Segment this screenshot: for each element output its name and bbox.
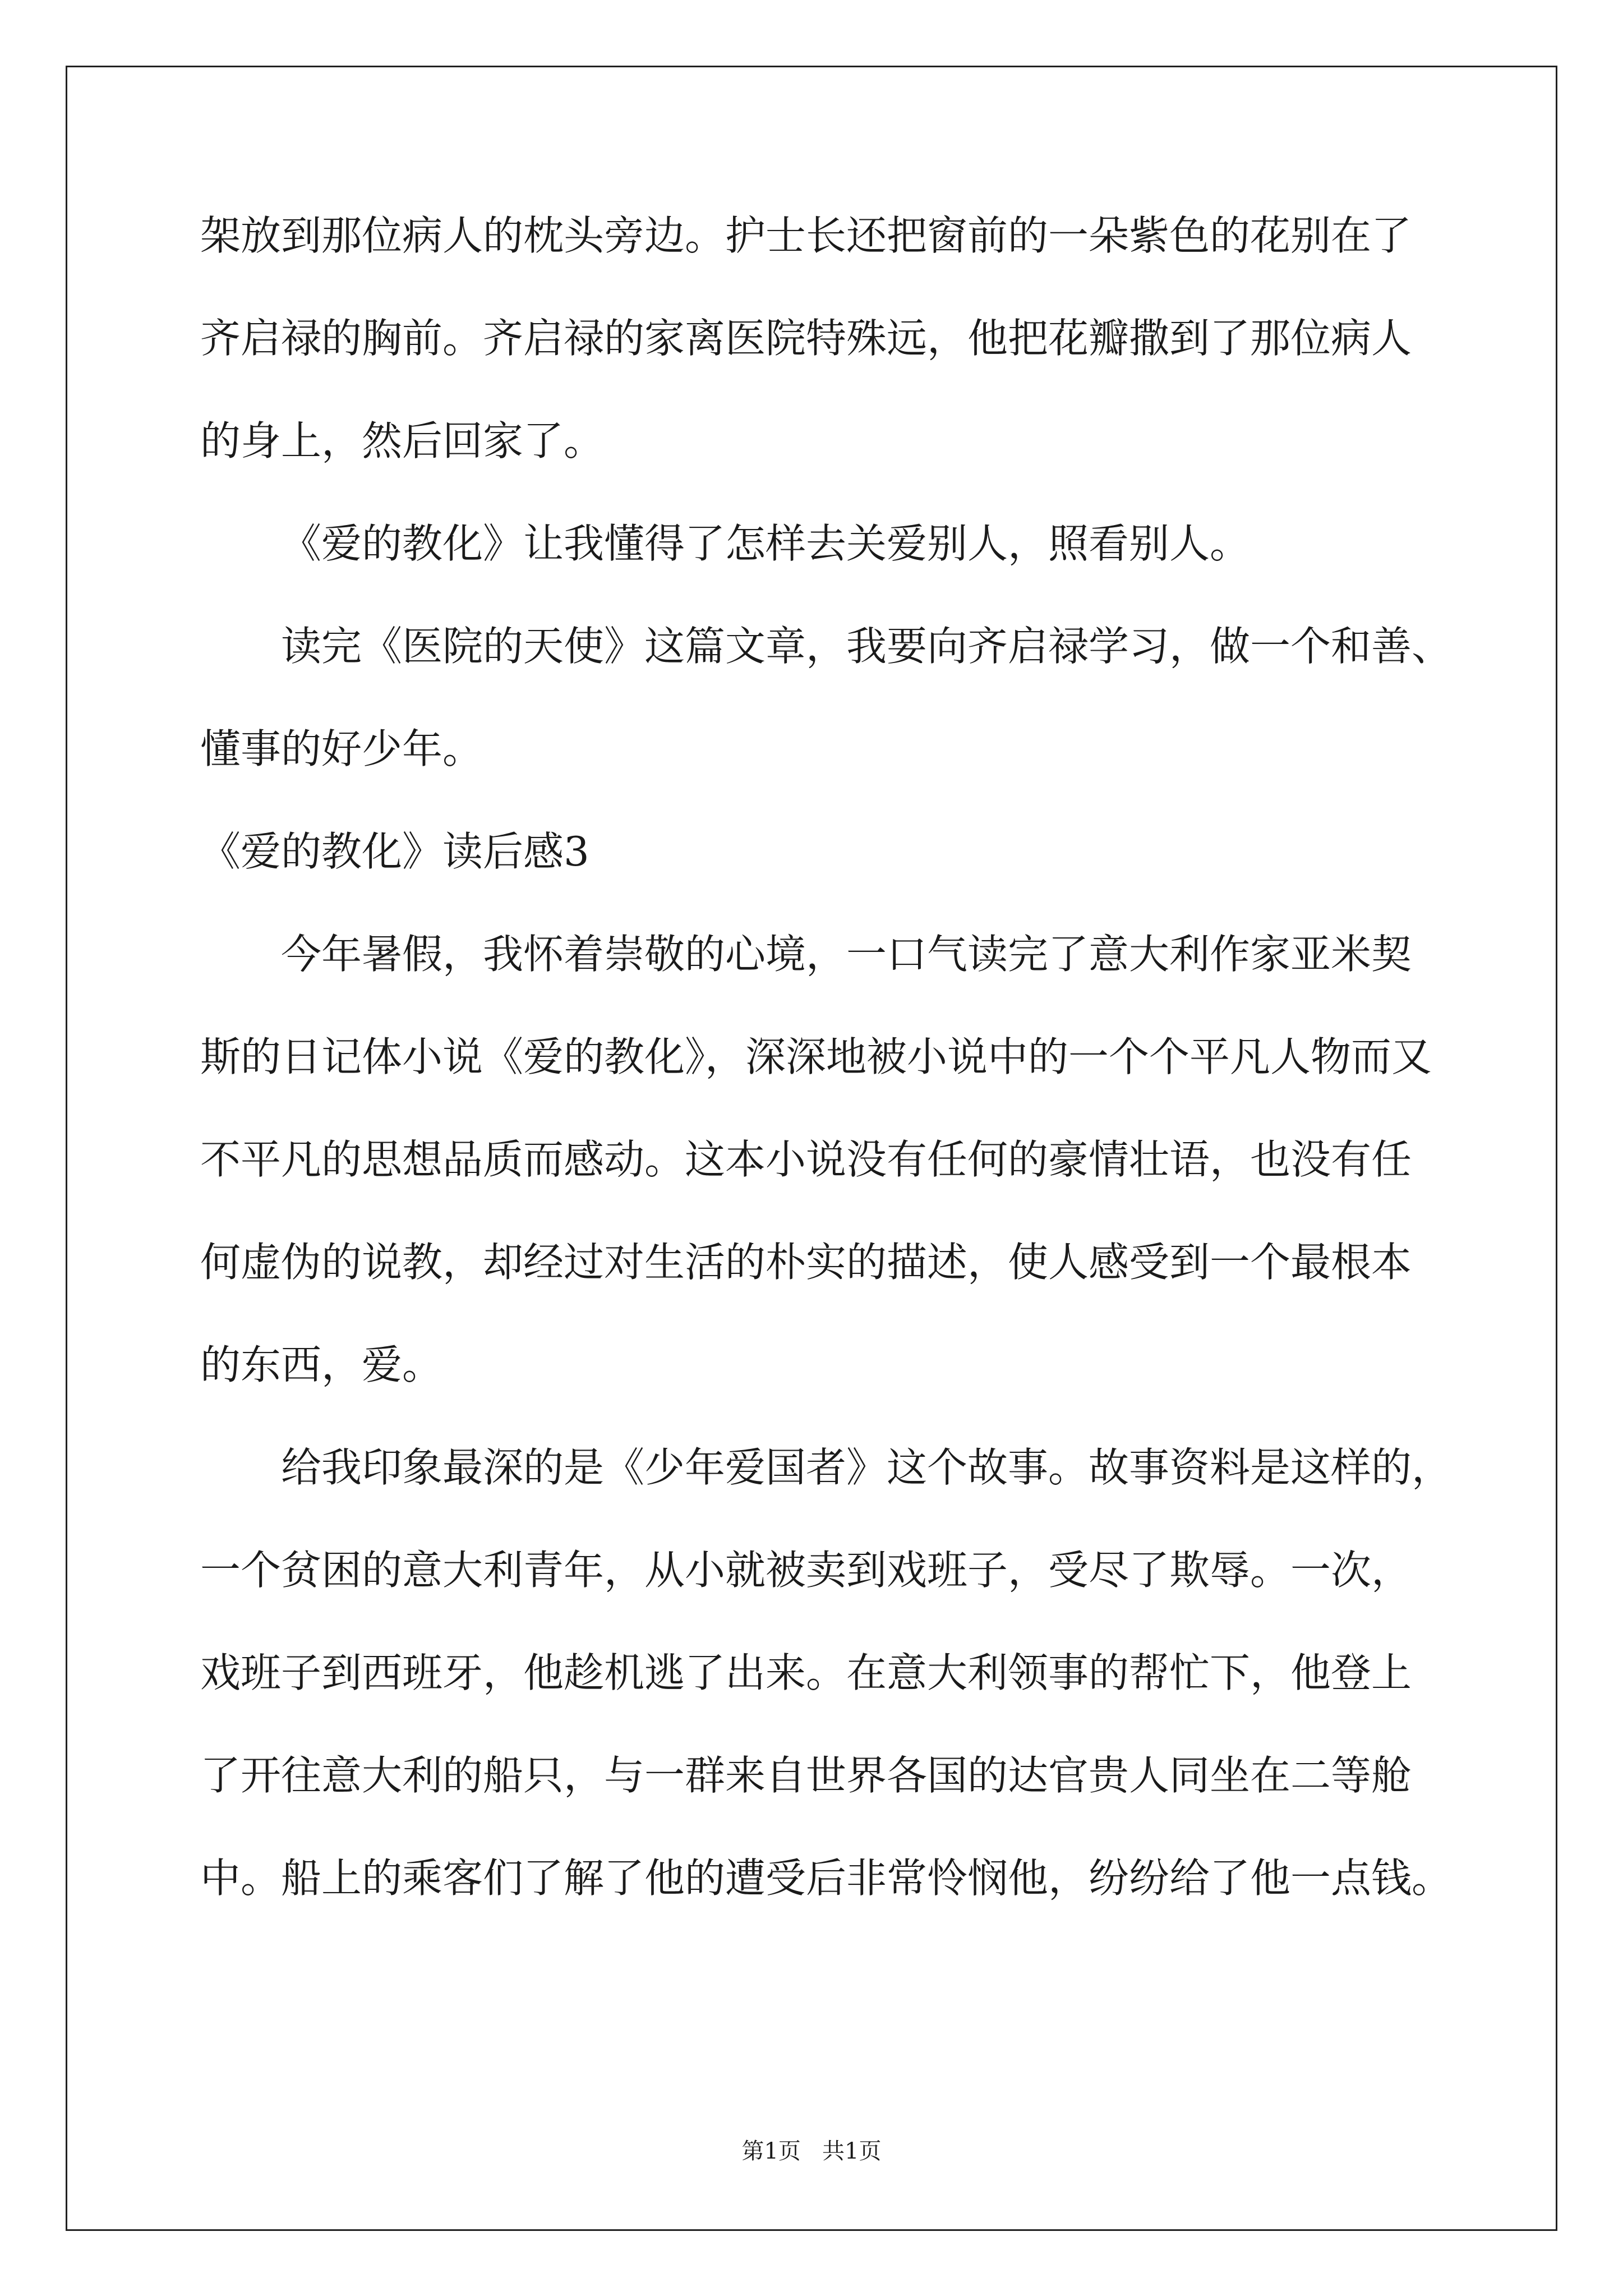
text-line: 齐启禄的胸前。齐启禄的家离医院特殊远，他把花瓣撒到了那位病人 — [200, 315, 1412, 362]
text-line: 一个贫困的意大利青年，从小就被卖到戏班子，受尽了欺辱。一次， — [200, 1547, 1412, 1594]
text-line: 不平凡的思想品质而感动。这本小说没有任何的豪情壮语，也没有任 — [200, 1136, 1412, 1183]
text-line: 了开往意大利的船只，与一群来自世界各国的达官贵人同坐在二等舱 — [200, 1752, 1412, 1799]
text-line: 读完《医院的天使》这篇文章，我要向齐启禄学习，做一个和善、 — [281, 623, 1453, 670]
text-line: 《爱的教化》让我懂得了怎样去关爱别人，照看别人。 — [281, 520, 1251, 567]
text-line: 今年暑假，我怀着崇敬的心境，一口气读完了意大利作家亚米契 — [281, 931, 1412, 978]
text-line: 架放到那位病人的枕头旁边。护士长还把窗前的一朵紫色的花别在了 — [200, 212, 1412, 259]
text-line: 斯的日记体小说《爱的教化》，深深地被小说中的一个个平凡人物而又 — [200, 1033, 1432, 1080]
text-line: 的东西，爱。 — [200, 1341, 443, 1388]
text-line: 给我印象最深的是《少年爱国者》这个故事。故事资料是这样的， — [281, 1444, 1453, 1491]
section-heading: 《爱的教化》读后感3 — [200, 828, 589, 875]
text-line: 戏班子到西班牙，他趁机逃了出来。在意大利领事的帮忙下，他登上 — [200, 1649, 1412, 1696]
text-line: 何虚伪的说教，却经过对生活的朴实的描述，使人感受到一个最根本 — [200, 1239, 1412, 1286]
text-line: 的身上，然后回家了。 — [200, 417, 605, 464]
text-line: 懂事的好少年。 — [200, 725, 483, 772]
text-line: 中。船上的乘客们了解了他的遭受后非常怜悯他，纷纷给了他一点钱。 — [200, 1855, 1453, 1902]
page-footer: 第1页 共1页 — [741, 2138, 882, 2164]
